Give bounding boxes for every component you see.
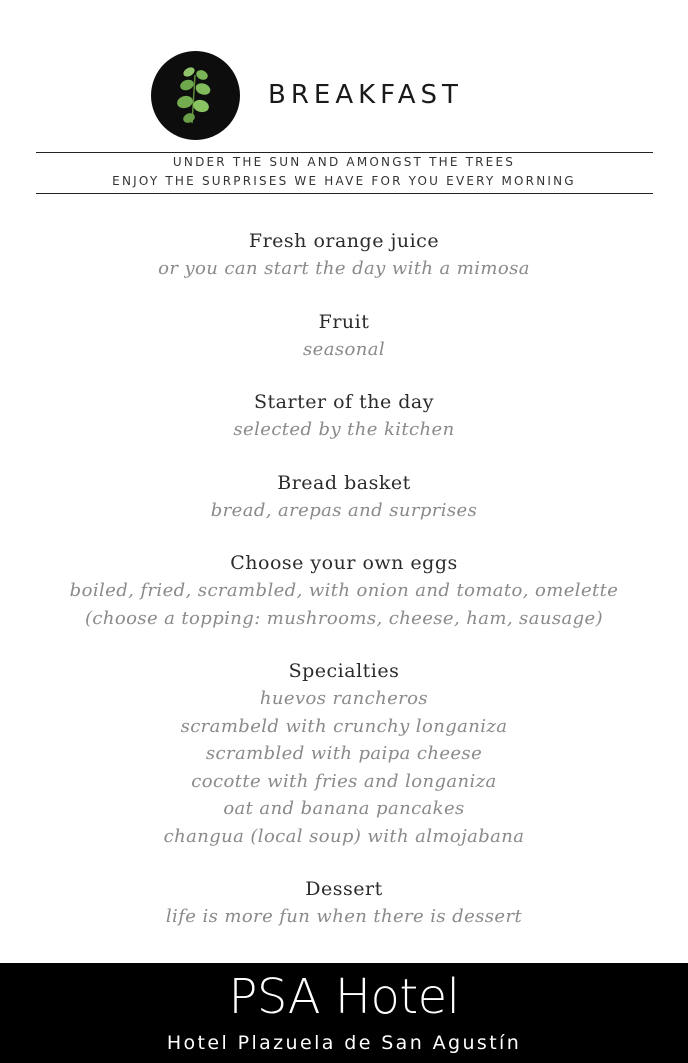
menu-section [0, 549, 688, 632]
menu-section [0, 657, 688, 850]
menu-item-description: seasonal [303, 338, 385, 360]
menu-item-description: huevos rancheros [259, 688, 429, 709]
menu-section [0, 227, 688, 283]
menu-item-description: or you can start the day with a mimosa [158, 258, 530, 279]
bottom-divider [36, 193, 653, 194]
menu-item-name: Fruit [318, 310, 370, 333]
menu-item-description: oat and banana pancakes [223, 798, 465, 819]
menu-item-description: life is more fun when there is dessert [165, 906, 523, 927]
menu-item-description: scrambeld with crunchy longaniza [180, 715, 508, 737]
menu-item-description: scrambled with paipa cheese [205, 743, 483, 764]
menu-list [0, 227, 688, 956]
page-title: BREAKFAST [268, 80, 463, 110]
menu-item-name: Starter of the day [254, 391, 434, 413]
menu-item-name: Bread basket [277, 471, 411, 494]
menu-item-description: bread, arepas and surprises [210, 499, 478, 521]
menu-section [0, 388, 688, 444]
menu-item-description: changua (local soup) with almojabana [163, 825, 525, 847]
menu-item-description: selected by the kitchen [233, 419, 455, 440]
top-divider [36, 152, 653, 153]
menu-item-description: (choose a topping: mushrooms, cheese, ham, sausage) [84, 607, 603, 629]
footer-banner [0, 963, 688, 1063]
menu-item-description: cocotte with fries and longaniza [191, 770, 497, 792]
menu-item-name: Choose your own eggs [230, 552, 458, 574]
menu-section [0, 469, 688, 525]
menu-item-description: boiled, fried, scrambled, with onion and tomato, omelette [69, 580, 619, 601]
hotel-full-name: Hotel Plazuela de San Agustín [166, 1032, 522, 1054]
menu-item-name: Specialties [288, 660, 400, 682]
tagline-line-2: ENJOY THE SURPRISES WE HAVE FOR YOU EVERY MORNING [112, 174, 576, 188]
menu-item-name: Dessert [305, 878, 383, 900]
hotel-brand: PSA Hotel [228, 969, 460, 1025]
leaf-branch-icon [151, 51, 240, 140]
menu-item-name: Fresh orange juice [248, 230, 440, 252]
menu-section [0, 308, 688, 364]
menu-section [0, 875, 688, 931]
tagline-line-1: UNDER THE SUN AND AMONGST THE TREES [172, 155, 516, 169]
